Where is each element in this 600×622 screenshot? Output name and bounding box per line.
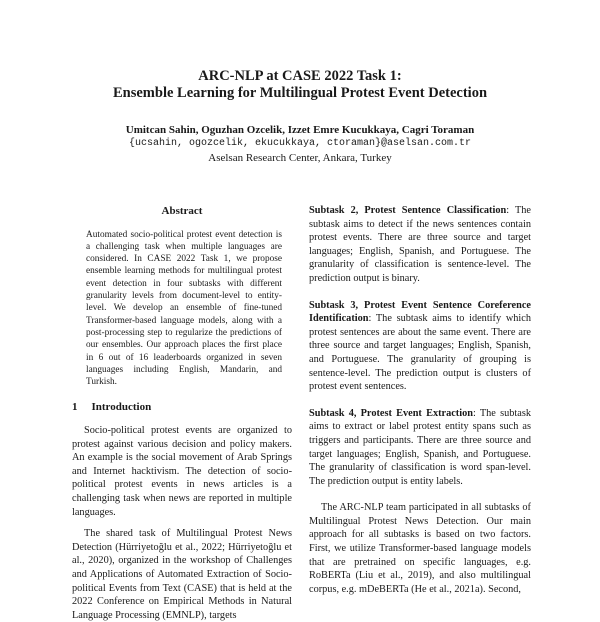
- subtask3-paragraph: [309, 299, 531, 394]
- subtask3-text: : The subtask aims to identify which protest sentences are about the same event. There are three source and target languages; English, Spanish, and Portuguese. The granularity of grouping is sentence-level. The prediction output is clusters of protest event sentences.: [309, 313, 531, 393]
- affiliation: Aselsan Research Center, Ankara, Turkey: [208, 152, 392, 164]
- right-column: [309, 204, 531, 609]
- subtask2-text: : The subtask aims to detect if the news sentences contain protest events. There are three source and target languages; English, Spanish, and Portuguese. The granularity of classification is sentence-level. The prediction output is binary.: [309, 205, 531, 284]
- subtask4-text: : The subtask aims to extract or label protest entity spans such as triggers and participants. There are three source and target languages; English, Spanish, and Portuguese. The granularity of classification is word span-level. The prediction output is entity labels.: [309, 407, 531, 487]
- left-column: [72, 205, 292, 622]
- section-title: Introduction: [91, 401, 152, 414]
- intro-paragraph-2: The shared task of Multilingual Protest News Detection (Hürriyetoğlu et al., 2022; Hürriyetoğlu et al., 2020), organized in the workshop of Challenges and Applications of Automated Extraction of Socio-political Events from Text (CASE) that is held at the 2022 Conference on Empirical Methods in Natural Language Processing (EMNLP), targets: [72, 528, 292, 621]
- title-line-2: Ensemble Learning for Multilingual Protest Event Detection: [112, 85, 488, 101]
- subtask3-title: Subtask 3, Protest Event Sentence Coreference Identification: [309, 299, 531, 325]
- abstract-text: Automated socio-political protest event detection is a challenging task when multiple languages are considered. In CASE 2022 Task 1, we propose ensemble learning methods for multilingual protest event detection in four subtasks with different granularity levels from document-level to entity-level. We develop an ensemble of fine-tuned Transformer-based language models, along with a post-processing step to regularize the predictions of our ensembles. Our approach places the first place in 6 out of 16 leaderboards organized in seven languages including English, Mandarin, and Turkish.: [86, 229, 282, 388]
- author-list: Umitcan Sahin, Oguzhan Ozcelik, Izzet Emre Kucukkaya, Cagri Toraman: [125, 124, 475, 136]
- author-emails: {ucsahin, ogozcelik, ekucukkaya, ctoraman}@aselsan.com.tr: [128, 138, 472, 149]
- subtask2-paragraph: [309, 204, 531, 286]
- introduction-heading: [72, 401, 292, 415]
- intro-paragraph-1: Socio-political protest events are organized to protest against various decision and policy makers. An example is the social movement of Arab Springs and Internet hacktivism. The detection of socio-political protest events in news articles is a challenging task when news are reported in multiple languages.: [72, 425, 292, 518]
- abstract-heading: Abstract: [161, 205, 203, 217]
- subtask2-title: Subtask 2, Protest Sentence Classification: [309, 205, 507, 216]
- subtask4-title: Subtask 4, Protest Event Extraction: [309, 407, 473, 419]
- subtask4-paragraph: [309, 407, 531, 489]
- section-number: 1: [72, 401, 78, 414]
- paper-title: [0, 68, 600, 102]
- title-line-1: ARC-NLP at CASE 2022 Task 1:: [198, 68, 402, 84]
- closing-paragraph: The ARC-NLP team participated in all subtasks of Multilingual Protest News Detection. Our main approach for all subtasks is based on two factors. First, we utilize Transformer-based language models that are pretrained on specific languages, e.g. RoBERTa (Liu et al., 2019), and also multilingual corpus, e.g. mDeBERTa (He et al., 2021a). Second,: [309, 502, 531, 595]
